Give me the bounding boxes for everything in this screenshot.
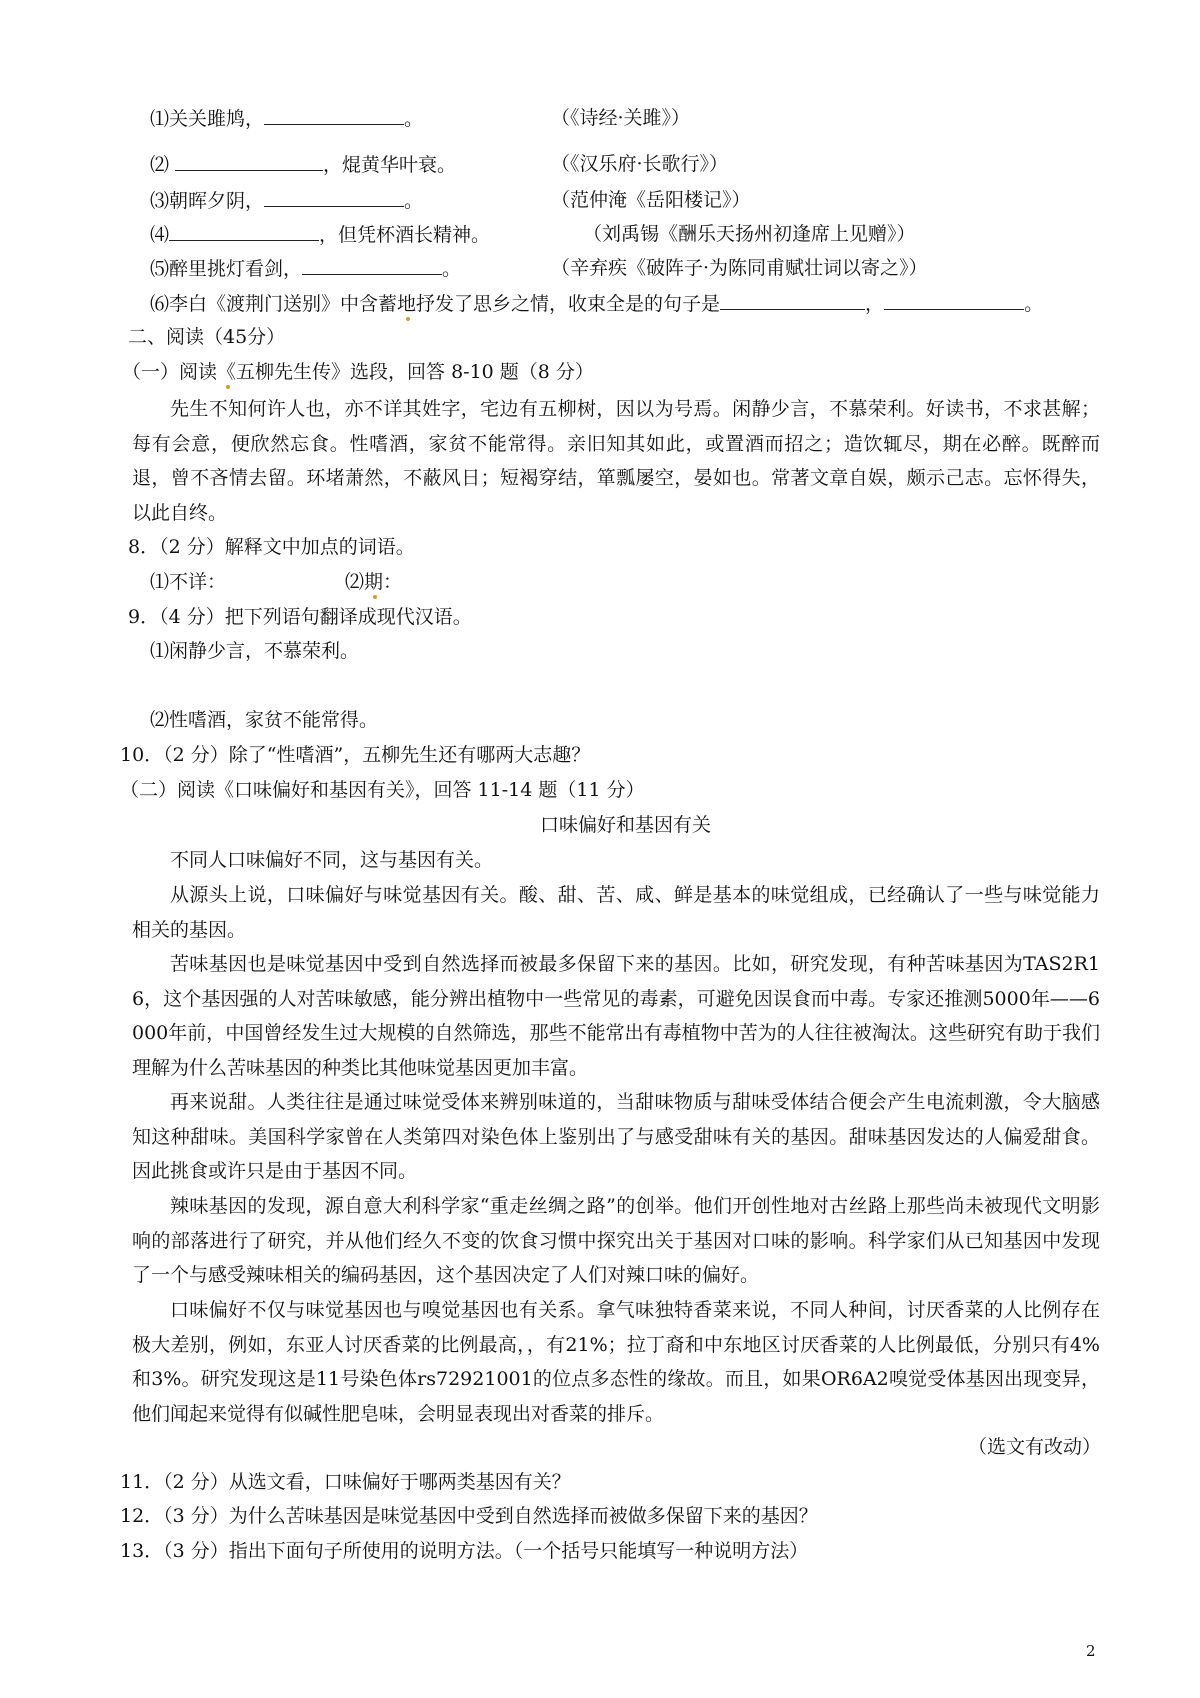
poem-line-4-text: ⑷ xyxy=(150,224,170,246)
article-title: 口味偏好和基因有关 xyxy=(540,814,712,836)
article-para-6: 口味偏好不仅与味觉基因也与嗅觉基因也有关系。拿气味独特香菜来说，不同人种间，讨厌香菜的人比例存在极大差别，例如，东亚人讨厌香菜的比例最高，，有21%；拉丁裔和中东地区讨厌香菜的人比例最低，分别只有4%和3%。研究发现这是11号染色体rs72921001的位点多态性的缘故。而且，如果OR6A2嗅觉受体基因出现变异，他们闻起来觉得有似碱性肥皂味，会明显表现出对香菜的排斥。 xyxy=(132,1299,1100,1425)
emphasis-char: 《 xyxy=(217,358,236,386)
answer-blank[interactable] xyxy=(884,289,1024,310)
poem-source-3: （范仲淹《岳阳楼记》） xyxy=(551,189,751,211)
question-12: 12．（3 分）为什么苦味基因是味觉基因中受到自然选择而被做多保留下来的基因？ xyxy=(120,1505,818,1527)
poem-line-6-mid: 抒发了思乡之情，收束全是的句子是 xyxy=(416,293,721,315)
poem-line-5 xyxy=(150,254,461,283)
question-9-item-2: ⑵性嗜酒，家贫不能常得。 xyxy=(150,709,379,731)
page-number: 2 xyxy=(1086,1642,1096,1660)
poem-line-2 xyxy=(150,150,456,179)
question-13: 13．（3 分）指出下面句子所使用的说明方法。（一个括号只能填写一种说明方法） xyxy=(120,1540,809,1562)
article-para-2: 从源头上说，口味偏好与味觉基因有关。酸、甜、苦、咸、鲜是基本的味觉组成，已经确认了一些与味觉能力相关的基因。 xyxy=(132,884,1100,941)
poem-line-2-end: ，焜黄华叶衰。 xyxy=(323,154,457,176)
emphasis-char: 地 xyxy=(397,290,416,318)
answer-blank[interactable] xyxy=(720,289,865,310)
poem-source-5: （辛弃疾《破阵子·为陈同甫赋壮词以寄之》） xyxy=(551,257,928,279)
poem-line-1-text: ⑴关关雎鸠， xyxy=(150,108,265,130)
poem-line-4 xyxy=(150,220,490,249)
question-9: 9．（4 分）把下列语句翻译成现代汉语。 xyxy=(128,606,472,628)
subsection-1-pre: （一）阅读 xyxy=(122,361,218,383)
question-8-item-2-pre: ⑵ xyxy=(345,571,365,593)
question-8: 8．（2 分）解释文中加点的词语。 xyxy=(128,536,415,558)
poem-line-6 xyxy=(150,289,1043,318)
poem-line-6-text: ⑹李白《渡荆门送别》中含蓄 xyxy=(150,293,398,315)
poem-line-3-end: 。 xyxy=(404,190,424,212)
poem-line-5-end: 。 xyxy=(442,258,462,280)
poem-line-3-text: ⑶朝晖夕阴， xyxy=(150,190,265,212)
subsection-1-title xyxy=(122,358,594,386)
section-2-title: 二、阅读（45分） xyxy=(128,326,286,348)
poem-line-2-text: ⑵ xyxy=(150,154,176,176)
poem-line-1 xyxy=(150,104,423,133)
subsection-2-title: （二）阅读《口味偏好和基因有关》，回答 11-14 题（11 分） xyxy=(120,779,645,801)
poem-source-2: （《汉乐府·长歌行》） xyxy=(551,153,729,175)
poem-line-6-comma: ， xyxy=(865,293,885,315)
poem-line-6-end: 。 xyxy=(1024,293,1044,315)
answer-blank[interactable] xyxy=(264,186,404,207)
article-note: （选文有改动） xyxy=(968,1436,1102,1458)
article-para-1: 不同人口味偏好不同，这与基因有关。 xyxy=(170,849,494,871)
poem-line-1-end: 。 xyxy=(404,108,424,130)
poem-line-5-text: ⑸醉里挑灯看剑， xyxy=(150,258,303,280)
article-para-3: 苦味基因也是味觉基因中受到自然选择而被最多保留下来的基因。比如，研究发现，有种苦味基因为TAS2R16，这个基因强的人对苦味敏感，能分辨出植物中一些常见的毒素，可避免因误食而中毒。专家还推测5000年——6000年前，中国曾经发生过大规模的自然筛选，那些不能常出有毒植物中苦为的人往往被淘汰。这些研究有助于我们理解为什么苦味基因的种类比其他味觉基因更加丰富。 xyxy=(132,953,1100,1079)
answer-blank[interactable] xyxy=(175,150,323,171)
answer-blank[interactable] xyxy=(169,220,319,241)
question-8-item-2 xyxy=(345,568,402,596)
passage-wuliu: 先生不知何许人也，亦不详其姓字，宅边有五柳树，因以为号焉。闲静少言，不慕荣利。好读书，不求甚解；每有会意，便欣然忘食。性嗜酒，家贫不能常得。亲旧知其如此，或置酒而招之；造饮辄尽，期在必醉。既醉而退，曾不吝情去留。环堵萧然，不蔽风日；短褐穿结，箪瓢屡空，晏如也。常著文章自娱，颇示己志。忘怀得失，以此自终。 xyxy=(132,398,1100,524)
poem-line-4-end: ，但凭杯酒长精神。 xyxy=(319,224,491,246)
question-8-item-2-post: ： xyxy=(383,571,403,593)
poem-line-3 xyxy=(150,186,423,215)
article-para-5: 辣味基因的发现，源自意大利科学家“重走丝绸之路”的创举。他们开创性地对古丝路上那些尚未被现代文明影响的部落进行了研究，并从他们经久不变的饮食习惯中探究出关于基因对口味的影响。科学家们从已知基因中发现了一个与感受辣味相关的编码基因，这个基因决定了人们对辣口味的偏好。 xyxy=(132,1195,1100,1286)
poem-source-4: （刘禹锡《酬乐天扬州初逢席上见赠》） xyxy=(583,223,916,245)
question-8-item-1: ⑴不详： xyxy=(150,571,227,593)
article-para-4: 再来说甜。人类往往是通过味觉受体来辨别味道的，当甜味物质与甜味受体结合便会产生电流刺激，令大脑感知这种甜味。美国科学家曾在人类第四对染色体上鉴别出了与感受甜味有关的基因。甜味基因发达的人偏爱甜食。因此挑食或许只是由于基因不同。 xyxy=(132,1091,1100,1182)
question-11: 11．（2 分）从选文看，口味偏好于哪两类基因有关？ xyxy=(120,1471,571,1493)
question-10: 10．（2 分）除了“性嗜酒”，五柳先生还有哪两大志趣？ xyxy=(120,744,591,766)
emphasis-char: 期 xyxy=(364,568,383,596)
subsection-1-post: 五柳先生传》选段，回答 8-10 题（8 分） xyxy=(236,361,594,383)
answer-blank[interactable] xyxy=(302,254,442,275)
question-9-item-1: ⑴闲静少言，不慕荣利。 xyxy=(150,640,360,662)
poem-source-1: （《诗经·关雎》） xyxy=(551,107,691,129)
answer-blank[interactable] xyxy=(264,104,404,125)
